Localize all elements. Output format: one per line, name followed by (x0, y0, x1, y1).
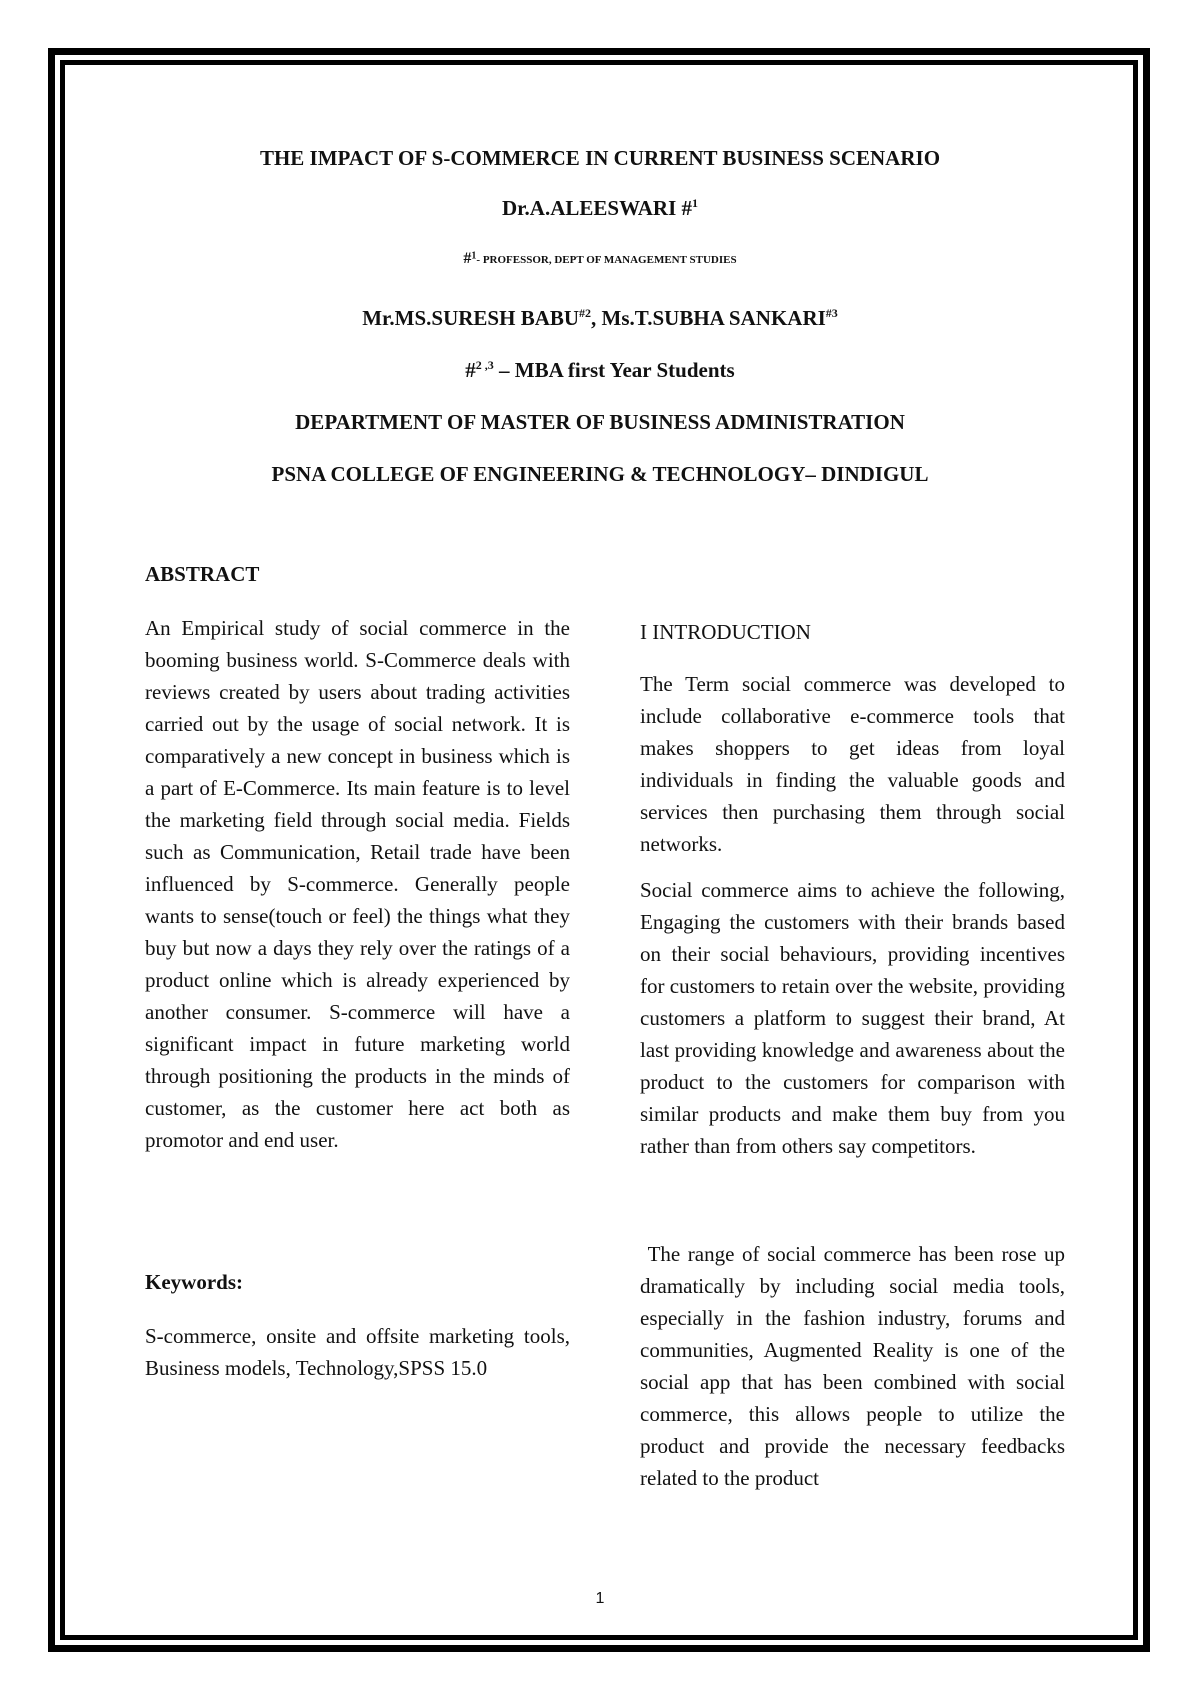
affiliation-1-text: - PROFESSOR, DEPT OF MANAGEMENT STUDIES (476, 254, 737, 266)
author-3-sup: #3 (825, 306, 838, 320)
students-line (70, 358, 1130, 383)
college-name: PSNA COLLEGE OF ENGINEERING & TECHNOLOGY– DINDIGUL (271, 462, 929, 486)
abstract-heading (145, 558, 570, 590)
author-1 (70, 196, 1130, 221)
affiliation-1 (70, 250, 1130, 268)
introduction-heading (640, 616, 1065, 648)
paper-title: THE IMPACT OF S-COMMERCE IN CURRENT BUSINESS SCENARIO (259, 146, 941, 170)
affiliation-1-sup: 1 (471, 250, 477, 262)
introduction-para-1-wrap (640, 668, 1065, 860)
keywords-heading (145, 1266, 570, 1298)
authors-separator: , (591, 306, 602, 330)
abstract-section (145, 612, 570, 1156)
author-1-name: Dr.A.ALEESWARI # (501, 196, 692, 220)
abstract-heading-text: ABSTRACT (145, 562, 260, 586)
introduction-paragraph: The range of social commerce has been rose up dramatically by including social media tools, especially in the fashion industry, forums and communities, Augmented Reality is one of the social app that has been combined with social commerce, this allows people to utilize the product and provide the necessary feedbacks related to the product (640, 1242, 1071, 1490)
keywords-body: S-commerce, onsite and offsite marketing tools, Business models, Technology,SPSS 15.0 (145, 1324, 570, 1380)
introduction-para-2-wrap (640, 874, 1065, 1162)
author-2-name: Mr.MS.SURESH BABU (362, 306, 580, 330)
authors-2 (70, 306, 1130, 331)
students-sup: 2 ,3 (475, 358, 494, 372)
author-2-sup: #2 (579, 306, 592, 320)
introduction-paragraph: The Term social commerce was developed to include collaborative e-commerce tools that makes shoppers to get ideas from loyal individuals in finding the valuable goods and services then purchasing them through social networks. (640, 672, 1065, 856)
keywords-section (145, 1320, 570, 1384)
students-hash: # (465, 358, 476, 382)
introduction-para-3-wrap (640, 1238, 1071, 1494)
introduction-paragraph: Social commerce aims to achieve the following, Engaging the customers with their brands based on their social behaviours, providing incentives for customers to retain over the website, providing customers a platform to suggest their brand, At last providing knowledge and awareness about the product to the customers for comparison with similar products and make them buy from you rather than from others say competitors. (640, 878, 1065, 1158)
keywords-heading-text: Keywords: (145, 1270, 243, 1294)
department-name: DEPARTMENT OF MASTER OF BUSINESS ADMINISTRATION (295, 410, 905, 434)
introduction-heading-text: I INTRODUCTION (640, 620, 811, 644)
author-1-sup: 1 (692, 196, 698, 210)
abstract-body: An Empirical study of social commerce in the booming business world. S-Commerce deals with reviews created by users about trading activities carried out by the usage of social network. It is comparatively a new concept in business which is a part of E-Commerce. Its main feature is to level the marketing field through social media. Fields such as Communication, Retail trade have been influenced by S-commerce. Generally people wants to sense(touch or feel) the things what they buy but now a days they rely over the ratings of a product online which is already experienced by another consumer. S-commerce will have a significant impact in future marketing world through positioning the products in the minds of customer, as the customer here act both as promotor and end user. (145, 616, 570, 1152)
author-3-name: Ms.T.SUBHA SANKARI (601, 306, 826, 330)
affiliation-1-hash: # (463, 250, 472, 267)
page-number: 1 (595, 1590, 605, 1607)
students-text: – MBA first Year Students (493, 358, 735, 382)
